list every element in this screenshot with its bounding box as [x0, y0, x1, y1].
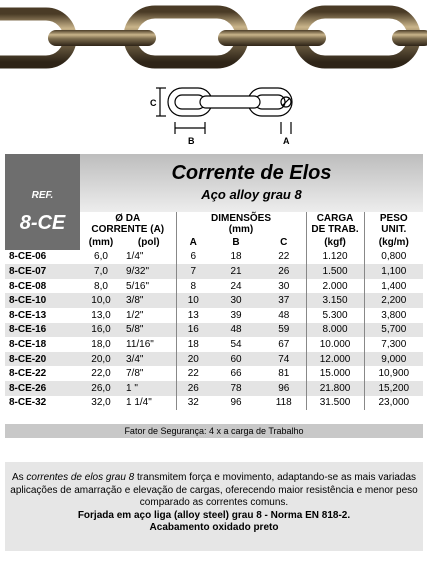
cell-kgf: 15.000: [306, 366, 364, 381]
cell-kgm: 1,100: [364, 264, 423, 279]
cell-pol: 1/2": [126, 309, 144, 321]
cell-c: 59: [262, 323, 306, 338]
weight-header-bottom: UNIT.: [381, 223, 407, 235]
cell-b: 66: [230, 368, 242, 380]
cell-b: 24: [230, 280, 242, 292]
description-part1: As: [11, 472, 27, 483]
cell-code: 8-CE-16: [5, 323, 80, 338]
unit-kgf: (kgf): [306, 235, 364, 250]
cell-c: 30: [278, 280, 290, 292]
ref-code: 8-CE: [5, 212, 80, 235]
cell-mm: 22,0: [91, 368, 111, 380]
cell-c: 67: [278, 338, 290, 350]
load-header-bottom: DE TRAB.: [311, 223, 359, 235]
cell-a: 26: [176, 381, 210, 396]
table-row: [5, 396, 423, 411]
cell-b: 18: [230, 251, 242, 263]
page-subtitle: Aço alloy grau 8: [201, 187, 302, 202]
cell-a: 7: [176, 264, 210, 279]
description-bold-2: Acabamento oxidado preto: [149, 522, 279, 533]
ref-column-spacer: [5, 235, 80, 250]
cell-a: 20: [176, 352, 210, 367]
cell-a: 10: [176, 293, 210, 308]
diagram-label-c: C: [150, 98, 157, 108]
cell-kgf: 21.800: [306, 381, 364, 396]
cell-a: 32: [176, 396, 210, 411]
cell-b: 54: [230, 338, 242, 350]
cell-mm: 18,0: [91, 338, 111, 350]
cell-pol: 11/16": [126, 338, 154, 350]
table-row: [5, 323, 423, 338]
table-row: [5, 279, 423, 294]
cell-a: 13: [176, 308, 210, 323]
cell-mm: 8,0: [94, 280, 108, 292]
cell-c: 26: [262, 264, 306, 279]
cell-mm: 6,0: [94, 251, 108, 263]
cell-kgf: 3.150: [306, 293, 364, 308]
table-row: [5, 352, 423, 367]
cell-code: 8-CE-08: [9, 280, 47, 292]
cell-mm: 32,0: [91, 397, 111, 409]
cell-kgf: 1.120: [306, 250, 364, 265]
spec-table-body: [5, 250, 423, 411]
description-bold-1-line: [5, 510, 423, 523]
diagram-label-b: B: [188, 136, 195, 146]
chain-dimension-diagram: [0, 78, 427, 148]
cell-c: 22: [278, 251, 290, 263]
table-row: [5, 381, 423, 396]
table-row: [5, 308, 423, 323]
weight-header: [364, 212, 423, 235]
cell-c: 74: [262, 352, 306, 367]
unit-b: B: [232, 236, 240, 248]
cell-pol: 5/16": [126, 280, 150, 292]
cell-kgm: 5,700: [364, 323, 423, 338]
cell-code: 8-CE-07: [5, 264, 80, 279]
cell-b: 48: [210, 323, 262, 338]
cell-mm: 13,0: [91, 309, 111, 321]
description-text: [5, 462, 423, 510]
cell-pol: 9/32": [122, 264, 176, 279]
cell-c: 37: [262, 293, 306, 308]
cell-pol: 1/4": [126, 251, 144, 263]
cell-mm: 10,0: [80, 293, 122, 308]
table-row: [5, 264, 423, 279]
cell-b: 30: [210, 293, 262, 308]
cell-code: 8-CE-13: [9, 309, 47, 321]
unit-row: [5, 235, 423, 250]
diagram-label-a: A: [283, 136, 290, 146]
cell-kgm: 15,200: [364, 381, 423, 396]
ref-column-header: [5, 154, 80, 212]
description-box: [5, 462, 423, 551]
cell-kgf: 2.000: [306, 279, 364, 294]
cell-kgf: 5.300: [306, 308, 364, 323]
cell-c: 81: [278, 368, 290, 380]
dimensions-header-top: DIMENSÕES: [211, 212, 272, 224]
weight-header-top: PESO: [379, 212, 408, 224]
table-row: [5, 366, 423, 381]
cell-pol: 3/4": [122, 352, 176, 367]
chain-photo: [0, 0, 427, 78]
cell-kgf: 10.000: [306, 337, 364, 352]
page-title: Corrente de Elos: [171, 162, 332, 184]
cell-kgm: 1,400: [364, 279, 423, 294]
diameter-header-top: Ø DA: [115, 212, 141, 224]
cell-mm: 16,0: [80, 323, 122, 338]
cell-code: 8-CE-32: [9, 397, 47, 409]
cell-kgm: 0,800: [364, 250, 423, 265]
description-part2: transmitem força e movimento, adaptando-se as mais variadas aplicações de amarração e elevação de cargas, oferecendo maior resistência e menor peso comparado as correntes comuns.: [10, 472, 418, 508]
cell-kgm: 10,900: [364, 366, 423, 381]
cell-code: 8-CE-20: [5, 352, 80, 367]
cell-pol: 5/8": [122, 323, 176, 338]
cell-mm: 20,0: [80, 352, 122, 367]
table-header: [5, 154, 423, 212]
cell-mm: 26,0: [80, 381, 122, 396]
title-box: [80, 154, 423, 212]
diameter-header: [80, 212, 176, 235]
cell-kgf: 12.000: [306, 352, 364, 367]
table-row: [5, 337, 423, 352]
cell-code: 8-CE-06: [9, 251, 47, 263]
cell-pol: 1 1/4": [126, 397, 152, 409]
cell-kgf: 31.500: [306, 396, 364, 411]
cell-mm: 7,0: [80, 264, 122, 279]
unit-mm: (mm): [88, 236, 114, 248]
cell-a: 8: [176, 279, 210, 294]
unit-kgm: (kg/m): [364, 235, 423, 250]
cell-c: 48: [278, 309, 290, 321]
safety-factor-footnote: Fator de Segurança: 4 x a carga de Trabalho: [5, 424, 423, 438]
cell-a: 6: [176, 250, 210, 265]
column-header-row: [5, 212, 423, 235]
cell-kgf: 8.000: [306, 323, 364, 338]
load-header-top: CARGA: [316, 212, 354, 224]
description-bold-1: Forjada em aço liga (alloy steel) grau 8 - Norma EN 818-2.: [77, 509, 351, 521]
cell-c: 118: [275, 397, 292, 409]
cell-kgm: 23,000: [364, 396, 423, 411]
dimensions-header: [176, 212, 306, 235]
diameter-header-bottom: CORRENTE (A): [91, 223, 165, 235]
load-header: [306, 212, 364, 235]
cell-pol: 1 ": [122, 381, 176, 396]
cell-code: 8-CE-10: [5, 293, 80, 308]
spec-table: [5, 212, 423, 410]
cell-c: 96: [262, 381, 306, 396]
cell-b: 21: [210, 264, 262, 279]
cell-pol: 7/8": [126, 368, 144, 380]
description-bold-2-line: [5, 522, 423, 535]
cell-a: 22: [176, 366, 210, 381]
unit-c: C: [280, 236, 288, 248]
cell-kgf: 1.500: [306, 264, 364, 279]
cell-a: 18: [176, 337, 210, 352]
cell-pol: 3/8": [122, 293, 176, 308]
ref-label: REF.: [31, 190, 54, 201]
cell-kgm: 9,000: [364, 352, 423, 367]
dimensions-header-bottom: (mm): [228, 223, 254, 235]
cell-code: 8-CE-26: [5, 381, 80, 396]
cell-b: 39: [230, 309, 242, 321]
cell-b: 78: [210, 381, 262, 396]
cell-b: 96: [230, 397, 242, 409]
unit-pol: (pol): [137, 236, 160, 248]
table-row: [5, 293, 423, 308]
cell-kgm: 3,800: [364, 308, 423, 323]
unit-a: A: [176, 235, 210, 250]
table-row: [5, 250, 423, 265]
cell-kgm: 7,300: [364, 337, 423, 352]
cell-b: 60: [210, 352, 262, 367]
cell-a: 16: [176, 323, 210, 338]
cell-code: 8-CE-22: [9, 368, 47, 380]
description-italic: correntes de elos grau 8: [26, 472, 135, 483]
cell-kgm: 2,200: [364, 293, 423, 308]
cell-code: 8-CE-18: [9, 338, 47, 350]
